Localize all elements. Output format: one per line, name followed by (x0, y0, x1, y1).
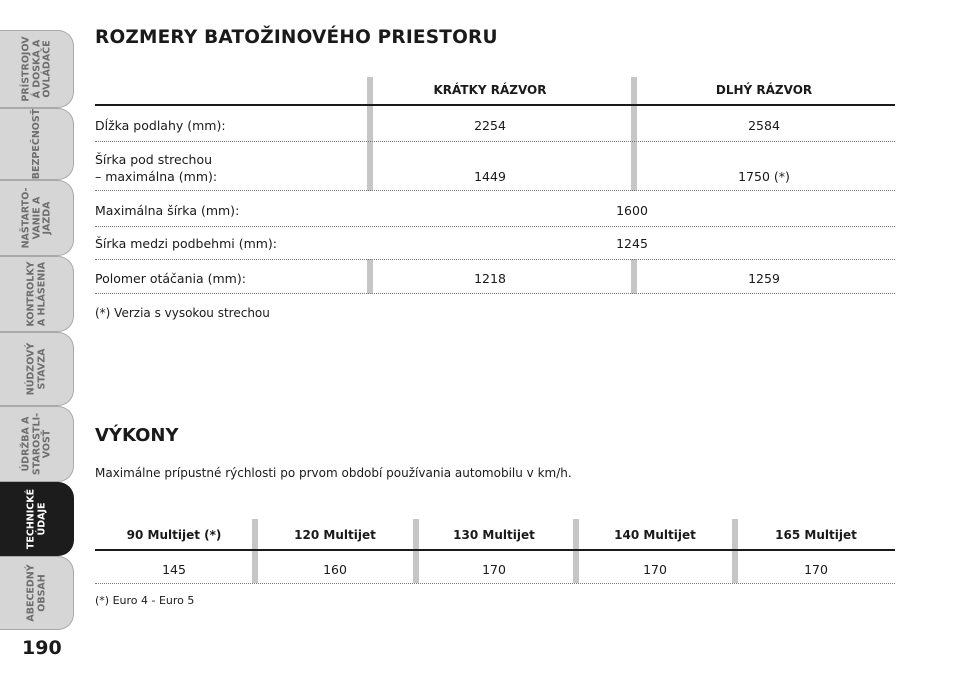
column-header: 165 Multijet (775, 528, 857, 542)
column-header: 140 Multijet (614, 528, 696, 542)
merged-band-mask (367, 191, 637, 259)
row-divider (95, 226, 895, 227)
row-label: Šírka pod strechou (95, 152, 213, 167)
footnote: (*) Euro 4 - Euro 5 (95, 594, 195, 607)
section-title-dimensions: ROZMERY BATOŽINOVÉHO PRIESTORU (95, 27, 498, 48)
row-divider (95, 293, 895, 294)
cell-long: 1750 (*) (738, 169, 790, 184)
column-header: 130 Multijet (453, 528, 535, 542)
tab-label: TECHNICKÉ ÚDAJE (25, 488, 47, 550)
speed-value: 170 (643, 562, 667, 577)
speed-value: 170 (804, 562, 828, 577)
row-divider (95, 583, 895, 584)
column-divider (413, 519, 419, 583)
column-divider (252, 519, 258, 583)
cell-short: 2254 (474, 118, 506, 133)
cell-merged: 1600 (616, 203, 648, 218)
tab-label: ÚDRŽBA A STAROSTLI- VOSŤ (19, 412, 52, 476)
column-header-short: KRÁTKY RÁZVOR (433, 83, 547, 97)
performance-intro: Maximálne prípustné rýchlosti po prvom období používania automobilu v km/h. (95, 466, 572, 480)
row-divider (95, 141, 895, 142)
column-header: 90 Multijet (*) (126, 528, 222, 542)
column-header-long: DLHÝ RÁZVOR (715, 83, 813, 97)
speed-value: 160 (323, 562, 347, 577)
column-header: 120 Multijet (294, 528, 376, 542)
tab-label: ABECEDNÝ OBSAH (25, 564, 47, 622)
row-label: Maximálna šírka (mm): (95, 203, 240, 218)
tab-pristrojova-doska[interactable] (0, 30, 74, 108)
tab-label: KONTROLKY A HLÁSENIA (25, 261, 47, 327)
tab-label: PRÍSTROJOV Á DOSKA A OVLÁDAČE (19, 36, 52, 102)
column-divider (732, 519, 738, 583)
cell-long: 2584 (748, 118, 780, 133)
header-rule (95, 549, 895, 551)
tab-label: NAŠTARTO- VANIE A JAZDA (19, 187, 52, 249)
footnote: (*) Verzia s vysokou strechou (95, 306, 270, 320)
section-title-performance: VÝKONY (95, 425, 179, 446)
tab-label: BEZPEČNOSŤ (30, 108, 42, 180)
header-rule (95, 104, 895, 106)
page-number: 190 (22, 637, 62, 659)
cell-long: 1259 (748, 271, 780, 286)
tab-abecedny-obsah[interactable] (0, 556, 74, 630)
speed-value: 170 (482, 562, 506, 577)
row-label: Šírka medzi podbehmi (mm): (95, 236, 278, 251)
tab-nastartovanie[interactable] (0, 180, 74, 256)
row-divider (95, 259, 895, 260)
cell-short: 1218 (474, 271, 506, 286)
tab-technicke-udaje[interactable] (0, 482, 74, 556)
tab-nudzovy-stav[interactable] (0, 332, 74, 406)
column-divider (367, 77, 373, 294)
cell-short: 1449 (474, 169, 506, 184)
tab-kontrolky[interactable] (0, 256, 74, 332)
tab-udrzba[interactable] (0, 406, 74, 482)
column-divider (631, 77, 637, 294)
column-divider (573, 519, 579, 583)
row-label: Polomer otáčania (mm): (95, 271, 246, 286)
cell-merged: 1245 (616, 236, 648, 251)
speed-value: 145 (162, 562, 186, 577)
tab-bezpecnost[interactable] (0, 108, 74, 180)
tab-label: NÚDZOVÝ STAVZA (25, 342, 47, 396)
row-label: Dĺžka podlahy (mm): (95, 118, 226, 133)
row-label: – maximálna (mm): (95, 169, 218, 184)
